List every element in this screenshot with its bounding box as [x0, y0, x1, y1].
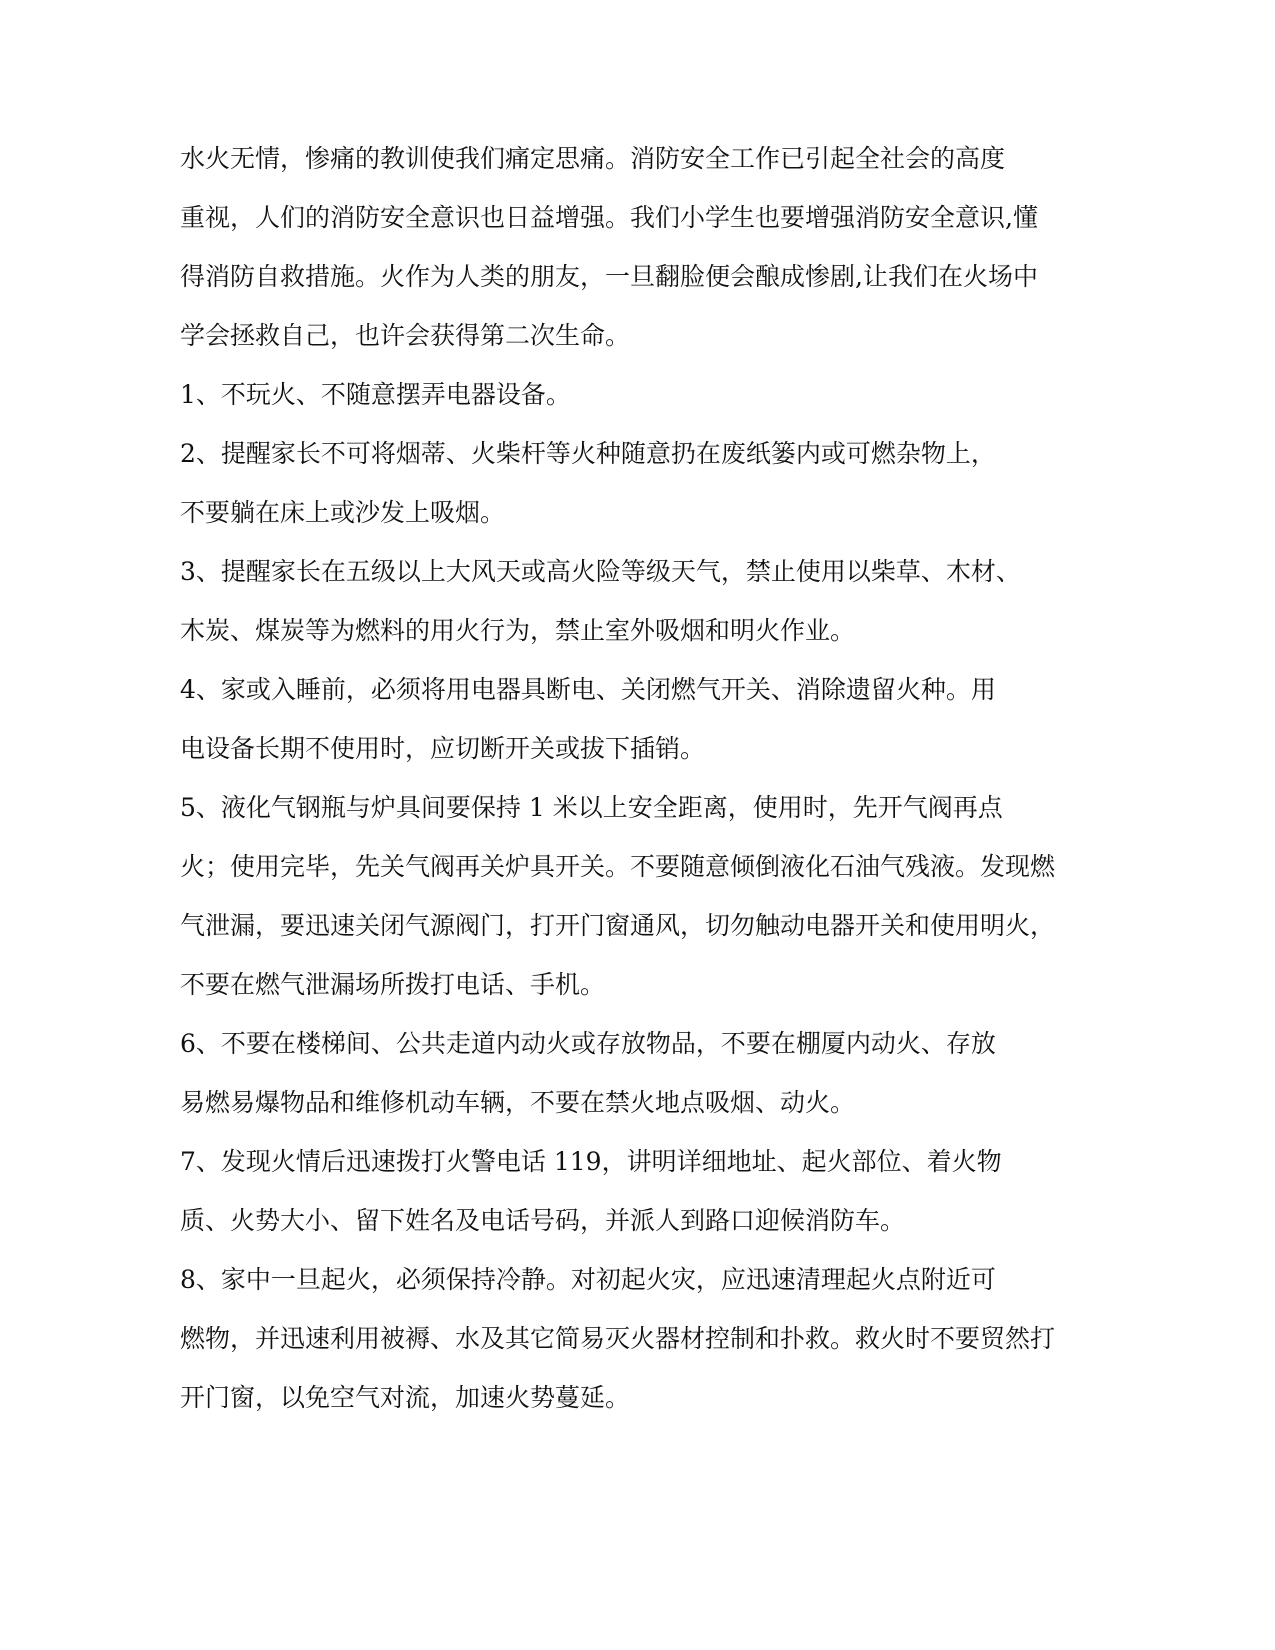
- item-4-line-2: 电设备长期不使用时，应切断开关或拔下插销。: [180, 734, 706, 763]
- item-4-line-1: 4、家或入睡前，必须将用电器具断电、关闭燃气开关、消除遗留火种。用: [180, 675, 996, 704]
- item-3-line-2: 木炭、煤炭等为燃料的用火行为，禁止室外吸烟和明火作业。: [180, 616, 856, 645]
- item-7-line-1: 7、发现火情后迅速拨打火警电话 119，讲明详细地址、起火部位、着火物: [180, 1147, 1002, 1176]
- item-5-line-3: 气泄漏，要迅速关闭气源阀门，打开门窗通风，切勿触动电器开关和使用明火，: [180, 911, 1056, 940]
- item-5-line-1: 5、液化气钢瓶与炉具间要保持 1 米以上安全距离，使用时，先开气阀再点: [180, 793, 1003, 822]
- intro-line-4: 学会拯救自己，也许会获得第二次生命。: [180, 321, 631, 350]
- intro-line-1: 水火无情，惨痛的教训使我们痛定思痛。消防安全工作已引起全社会的高度: [180, 144, 1006, 173]
- item-3-line-1: 3、提醒家长在五级以上大风天或高火险等级天气，禁止使用以柴草、木材、: [180, 557, 1021, 586]
- document-body: [180, 139, 1080, 1437]
- item-5-line-4: 不要在燃气泄漏场所拨打电话、手机。: [180, 970, 606, 999]
- item-7-line-2: 质、火势大小、留下姓名及电话号码，并派人到路口迎候消防车。: [180, 1206, 906, 1235]
- item-8-line-1: 8、家中一旦起火，必须保持冷静。对初起火灾，应迅速清理起火点附近可: [180, 1265, 996, 1294]
- item-8-line-3: 开门窗，以免空气对流，加速火势蔓延。: [180, 1383, 631, 1412]
- item-8-line-2: 燃物，并迅速利用被褥、水及其它简易灭火器材控制和扑救。救火时不要贸然打: [180, 1324, 1056, 1353]
- item-6-line-1: 6、不要在楼梯间、公共走道内动火或存放物品，不要在棚厦内动火、存放: [180, 1029, 996, 1058]
- intro-line-2: 重视，人们的消防安全意识也日益增强。我们小学生也要增强消防安全意识,懂: [180, 203, 1038, 232]
- item-1-line-1: 1、不玩火、不随意摆弄电器设备。: [180, 380, 571, 409]
- item-6-line-2: 易燃易爆物品和维修机动车辆，不要在禁火地点吸烟、动火。: [180, 1088, 856, 1117]
- item-2-line-2: 不要躺在床上或沙发上吸烟。: [180, 498, 506, 527]
- item-2-line-1: 2、提醒家长不可将烟蒂、火柴杆等火种随意扔在废纸篓内或可燃杂物上，: [180, 439, 996, 468]
- intro-line-3: 得消防自救措施。火作为人类的朋友，一旦翻脸便会酿成惨剧,让我们在火场中: [180, 262, 1038, 291]
- item-5-line-2: 火；使用完毕，先关气阀再关炉具开关。不要随意倾倒液化石油气残液。发现燃: [180, 852, 1056, 881]
